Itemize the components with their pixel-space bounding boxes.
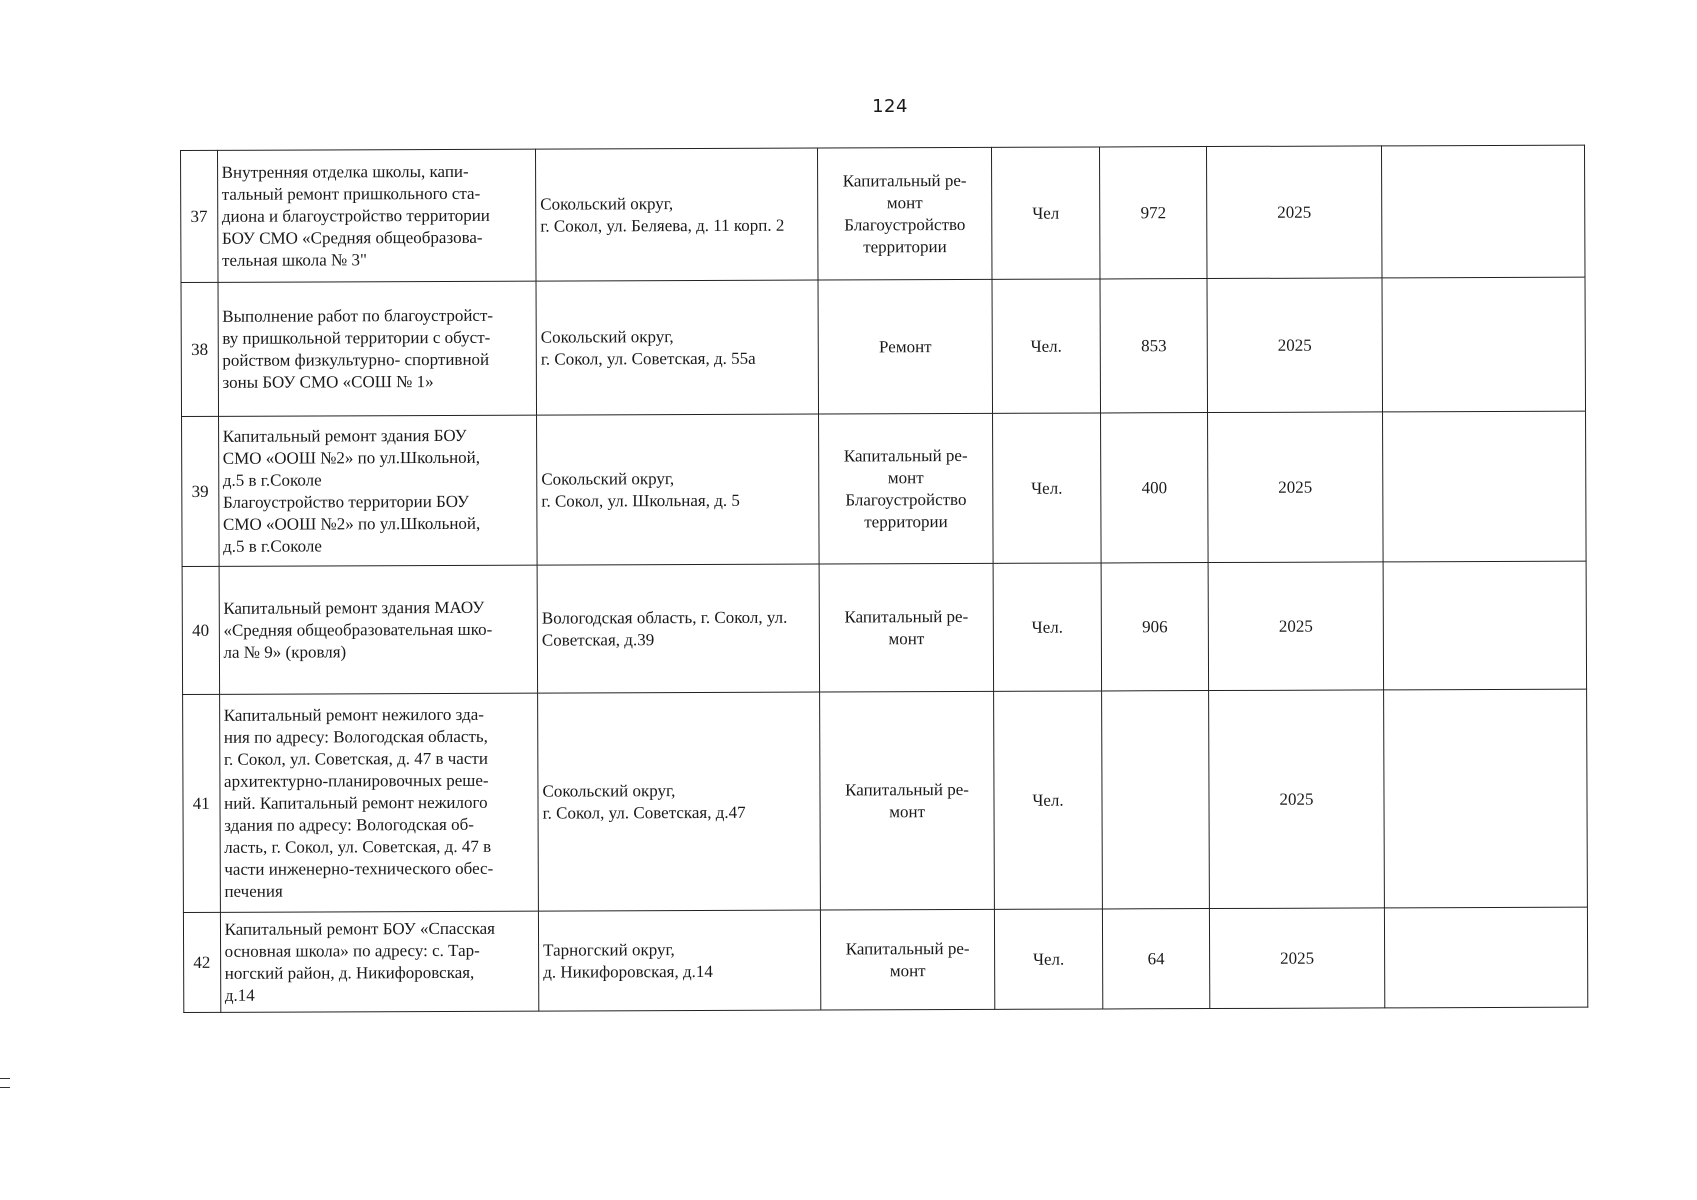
note-cell bbox=[1382, 411, 1586, 562]
page-number: 124 bbox=[872, 96, 908, 117]
object-address: Тарногский округ, д. Никифоровская, д.14 bbox=[538, 910, 820, 1011]
object-name: Выполнение работ по благоустройст- ву пришкольной территории с обуст- ройством физкультурно- спортивной зоны БОУ СМО «СОШ № 1» bbox=[218, 281, 537, 416]
unit: Чел. bbox=[995, 909, 1103, 1009]
object-name: Внутренняя отделка школы, капи- тальный ремонт пришкольного ста- диона и благоустройство территории БОУ СМО «Средняя общеобразова- тельная школа № 3" bbox=[217, 149, 536, 282]
work-type: Капитальный ре- монт bbox=[819, 691, 994, 910]
work-type: Капитальный ре- монт bbox=[820, 909, 995, 1010]
year: 2025 bbox=[1209, 690, 1384, 909]
object-address: Вологодская область, г. Сокол, ул. Советская, д.39 bbox=[537, 564, 819, 693]
year: 2025 bbox=[1210, 908, 1385, 1009]
unit: Чел. bbox=[993, 413, 1101, 563]
table-row bbox=[183, 689, 1588, 912]
object-address: Сокольский округ, г. Сокол, ул. Беляева, д. 11 корп. 2 bbox=[536, 148, 818, 281]
quantity: 400 bbox=[1100, 413, 1208, 563]
row-number: 37 bbox=[181, 150, 218, 282]
object-address: Сокольский округ, г. Сокол, ул. Советская, д. 55а bbox=[536, 280, 818, 415]
quantity: 64 bbox=[1102, 909, 1210, 1009]
work-type: Ремонт bbox=[818, 279, 993, 414]
object-name: Капитальный ремонт нежилого зда- ния по адресу: Вологодская область, г. Сокол, ул. Советская, д. 47 в части архитектурно-планировочных реше- ний. Капитальный ремонт нежилого здания по адресу: Вологодская об- ласть, г. Сокол, ул. Советская, д. 47 в части инженерно-технического обес- печения bbox=[219, 693, 538, 912]
quantity: 906 bbox=[1101, 563, 1209, 691]
note-cell bbox=[1384, 907, 1588, 1008]
table-row bbox=[182, 561, 1586, 694]
work-type: Капитальный ре- монт Благоустройство территории bbox=[817, 147, 992, 280]
year: 2025 bbox=[1208, 562, 1383, 691]
row-number: 38 bbox=[181, 282, 218, 416]
note-cell bbox=[1383, 689, 1587, 908]
row-number: 42 bbox=[183, 912, 220, 1012]
work-type: Капитальный ре- монт Благоустройство территории bbox=[818, 413, 993, 564]
object-address: Сокольский округ, г. Сокол, ул. Школьная, д. 5 bbox=[537, 414, 819, 565]
object-name: Капитальный ремонт БОУ «Спасская основная школа» по адресу: с. Тар- ногский район, д. Никифоровская, д.14 bbox=[220, 911, 539, 1012]
year: 2025 bbox=[1208, 412, 1383, 563]
quantity: 972 bbox=[1099, 147, 1207, 279]
unit: Чел bbox=[992, 147, 1100, 279]
margin-mark bbox=[0, 1078, 10, 1088]
row-number: 40 bbox=[182, 566, 219, 694]
note-cell bbox=[1383, 561, 1587, 690]
note-cell bbox=[1382, 277, 1586, 412]
unit: Чел. bbox=[992, 279, 1100, 413]
table-row bbox=[182, 411, 1587, 566]
quantity bbox=[1101, 691, 1209, 909]
unit: Чел. bbox=[994, 691, 1102, 909]
quantity: 853 bbox=[1100, 279, 1208, 413]
row-number: 39 bbox=[182, 416, 219, 566]
row-number: 41 bbox=[183, 694, 220, 912]
object-name: Капитальный ремонт здания МАОУ «Средняя общеобразовательная шко- ла № 9» (кровля) bbox=[219, 565, 538, 694]
table-row bbox=[181, 145, 1585, 282]
year: 2025 bbox=[1207, 278, 1382, 413]
unit: Чел. bbox=[993, 563, 1101, 691]
year: 2025 bbox=[1207, 146, 1382, 279]
work-type: Капитальный ре- монт bbox=[819, 563, 994, 692]
works-table bbox=[180, 145, 1588, 1013]
table-row bbox=[181, 277, 1586, 416]
object-address: Сокольский округ, г. Сокол, ул. Советская, д.47 bbox=[538, 692, 821, 911]
note-cell bbox=[1381, 145, 1585, 278]
table-row bbox=[183, 907, 1587, 1012]
object-name: Капитальный ремонт здания БОУ СМО «ООШ №2» по ул.Школьной, д.5 в г.Соколе Благоустройство территории БОУ СМО «ООШ №2» по ул.Школьной, д.5 в г.Соколе bbox=[218, 415, 537, 566]
